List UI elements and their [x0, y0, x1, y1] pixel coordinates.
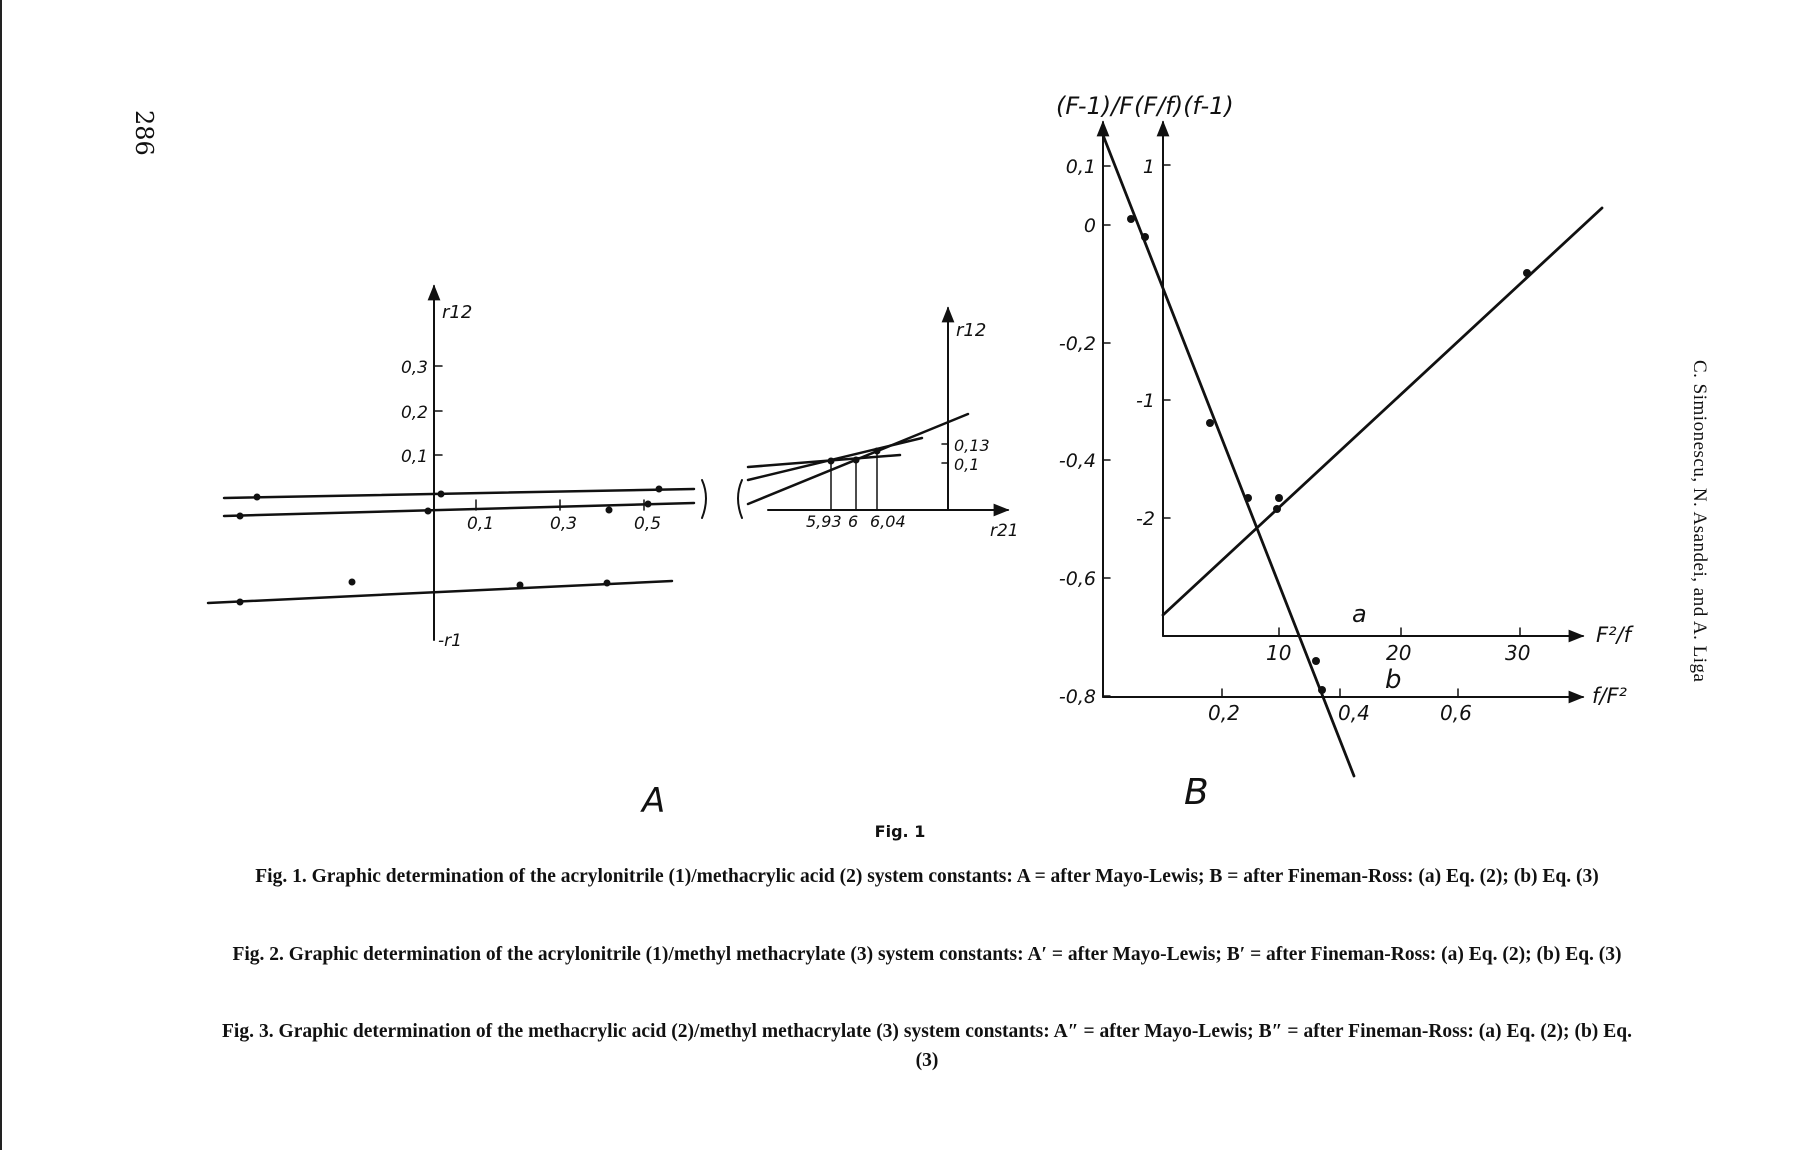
- running-head: C. Simionescu, N. Asandei, and A. Liga: [1689, 360, 1710, 683]
- panel-b-inner-tick-label: -2: [1136, 508, 1155, 530]
- inset-x-axis-label: r21: [990, 521, 1019, 541]
- data-point: [1523, 269, 1531, 277]
- panel-a-line-1: [224, 489, 694, 498]
- panel-a-label: A: [642, 781, 666, 821]
- caption-fig-2: Fig. 2. Graphic determination of the acrylonitrile (1)/methyl methacrylate (3) system constants: A′ = after Mayo-Lewis; B′ = after Fineman-Ross: (a) Eq. (2); (b) Eq. (3): [232, 944, 1622, 965]
- data-point: [604, 580, 611, 587]
- data-point: [237, 599, 244, 606]
- panel-b-a-axis-label: F²/f: [1596, 623, 1631, 647]
- data-point: [425, 508, 432, 515]
- caption-fig-3: Fig. 3. Graphic determination of the methacrylic acid (2)/methyl methacrylate (3) system constants: A″ = after Mayo-Lewis; B″ = after Fineman-Ross: (a) Eq. (2); (b) Eq. (3): [222, 1021, 1632, 1071]
- panel-b-left-tick-label: -0,8: [1058, 686, 1096, 708]
- panel-a-x-tick-label: 0,3: [550, 514, 578, 534]
- inset-x-value: 6,04: [870, 512, 906, 531]
- panel-b-left-tick-label: -0,6: [1058, 568, 1096, 590]
- data-point: [254, 494, 261, 501]
- inset-y-value: 0,13: [954, 436, 990, 455]
- data-point: [1318, 686, 1326, 694]
- axis-break-mark: [702, 480, 706, 518]
- panel-b-b-x-tick-label: 0,2: [1208, 701, 1240, 725]
- data-point: [1312, 657, 1320, 665]
- panel-b-line-a: [1163, 208, 1602, 615]
- data-point: [438, 491, 445, 498]
- data-point: [349, 579, 356, 586]
- panel-b-a-x-tick-label: 20: [1386, 641, 1412, 665]
- panel-a-y-tick-label: 0,3: [400, 358, 428, 378]
- panel-a-y-tick-label: 0,2: [400, 403, 428, 423]
- inset-y-axis-label: r12: [956, 320, 987, 341]
- data-point: [645, 501, 652, 508]
- panel-b-left-tick-label: -0,4: [1058, 450, 1096, 472]
- panel-a-right-inset: [748, 308, 1019, 541]
- panel-b-a-x-tick-label: 10: [1266, 641, 1292, 665]
- data-point: [656, 486, 663, 493]
- panel-b-a-x-tick-label: 30: [1505, 641, 1531, 665]
- inset-x-value: 6: [848, 512, 859, 531]
- panel-b-inner-tick-label: -1: [1136, 390, 1155, 412]
- data-point: [517, 582, 524, 589]
- page-number: 286: [130, 110, 158, 156]
- data-point: [606, 507, 613, 514]
- panel-a-line-2: [224, 503, 694, 516]
- data-point: [1141, 233, 1149, 241]
- inset-x-value: 5,93: [806, 512, 842, 531]
- panel-b-b-x-tick-label: 0,4: [1338, 701, 1370, 725]
- panel-b-inner-tick-label: 1: [1142, 156, 1155, 178]
- data-point: [1275, 494, 1283, 502]
- figure-label: Fig. 1: [874, 822, 926, 841]
- panel-b-b-x-tick-label: 0,6: [1440, 701, 1472, 725]
- panel-a-y-axis-label: r12: [442, 302, 473, 323]
- panel-b-second-axis-label: (F/f)(f-1): [1134, 92, 1234, 120]
- panel-b-line-b-label: b: [1385, 665, 1402, 695]
- inset-y-value: 0,1: [954, 455, 980, 474]
- panel-b-b-axis-label: f/F²: [1592, 684, 1627, 708]
- panel-a-y-tick-label: 0,1: [400, 447, 428, 467]
- panel-b-left-tick-label: 0,1: [1065, 156, 1096, 178]
- panel-b-left-tick-label: -0,2: [1058, 333, 1096, 355]
- panel-b-plot: [1056, 92, 1635, 776]
- panel-a-x-tick-label: 0,1: [467, 514, 495, 534]
- panel-b-line-a-label: a: [1352, 600, 1367, 628]
- panel-b-line-b: [1101, 130, 1354, 776]
- panel-a-line-3: [208, 581, 672, 603]
- panel-a-negative-axis-label: -r1: [438, 631, 462, 651]
- panel-b-left-tick-label: 0: [1083, 215, 1096, 237]
- panel-b-left-axis-label: (F-1)/F: [1056, 92, 1134, 120]
- data-point: [1244, 494, 1252, 502]
- panel-b-label: B: [1184, 772, 1209, 813]
- panel-a-left-plot: [208, 286, 742, 651]
- data-point: [1206, 419, 1214, 427]
- data-point: [1127, 215, 1135, 223]
- data-point: [1273, 505, 1281, 513]
- caption-fig-1: Fig. 1. Graphic determination of the acrylonitrile (1)/methacrylic acid (2) system constants: A = after Mayo-Lewis; B = after Fineman-Ross: (a) Eq. (2); (b) Eq. (3): [255, 866, 1599, 887]
- panel-a-x-tick-label: 0,5: [634, 514, 662, 534]
- data-point: [237, 513, 244, 520]
- axis-break-mark: [738, 480, 742, 518]
